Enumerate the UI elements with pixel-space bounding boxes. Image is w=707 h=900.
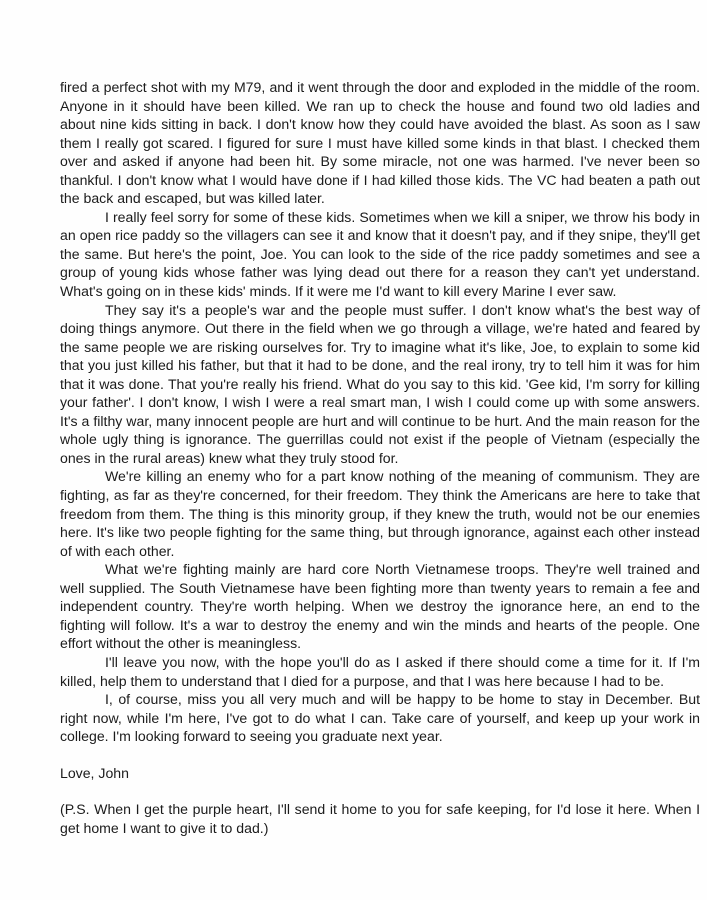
letter-paragraph-3: They say it's a people's war and the people must suffer. I don't know what's the best way of doing things anymore. Out there in the field when we go through a village, we're hated and feared by the same people we are risking ourselves for. Try to imagine what it's like, Joe, to explain to some kid that you just killed his father, but that it had to be done, and the real irony, try to tell him it was for him that it was done. That you're really his friend. What do you say to this kid. 'Gee kid, I'm sorry for killing your father'. I don't know, I wish I were a real smart man, I wish I could come up with some answers. It's a filthy war, many innocent people are hurt and will continue to be hurt. And the main reason for the whole ugly thing is ignorance. The guerrillas could not exist if the people of Vietnam (especially the ones in the rural areas) knew what they truly stood for. <box>60 301 700 466</box>
letter-paragraph-1: fired a perfect shot with my M79, and it went through the door and exploded in the middle of the room. Anyone in it should have been killed. We ran up to check the house and found two old ladies and about nine kids sitting in back. I don't know how they could have avoided the blast. As soon as I saw them I really got scared. I figured for sure I must have killed some kinds in that blast. I checked them over and asked if anyone had been hit. By some miracle, not one was harmed. I've never been so thankful. I don't know what I would have done if I had killed those kids. The VC had beaten a path out the back and escaped, but was killed later. <box>60 79 700 207</box>
letter-signoff: Love, John <box>60 764 129 781</box>
letter-paragraph-4: We're killing an enemy who for a part know nothing of the meaning of communism. They are fighting, as far as they're concerned, for their freedom. They think the Americans are here to take that freedom from them. The thing is this minority group, if they knew the truth, would not be our enemies here. It's like two people fighting for the same thing, but through ignorance, against each other instead of with each other. <box>60 468 700 559</box>
letter-paragraph-7: I, of course, miss you all very much and will be happy to be home to stay in December. But right now, while I'm here, I've got to do what I can. Take care of yourself, and keep up your work in college. I'm looking forward to seeing you graduate next year. <box>60 691 700 745</box>
letter-paragraph-5: What we're fighting mainly are hard core North Vietnamese troops. They're well trained and well supplied. The South Vietnamese have been fighting more than twenty years to remain a fee and independent country. They're worth helping. When we destroy the ignorance here, an end to the fighting will follow. It's a war to destroy the enemy and win the minds and hearts of the people. One effort without the other is meaningless. <box>60 561 700 652</box>
letter-paragraph-6: I'll leave you now, with the hope you'll do as I asked if there should come a time for it. If I'm killed, help them to understand that I died for a purpose, and that I was here because I had to be. <box>60 653 700 689</box>
letter-postscript: (P.S. When I get the purple heart, I'll send it home to you for safe keeping, for I'd lose it here. When I get home I want to give it to dad.) <box>60 801 700 836</box>
letter-paragraph-2: I really feel sorry for some of these kids. Sometimes when we kill a sniper, we throw his body in an open rice paddy so the villagers can see it and know that it doesn't pay, and if they snipe, they'll get the same. But here's the point, Joe. You can look to the side of the rice paddy sometimes and see a group of young kids whose father was lying dead out there for a reason they can't yet understand. What's going on in these kids' minds. If it were me I'd want to kill every Marine I ever saw. <box>60 208 700 300</box>
letter-body <box>60 78 700 837</box>
